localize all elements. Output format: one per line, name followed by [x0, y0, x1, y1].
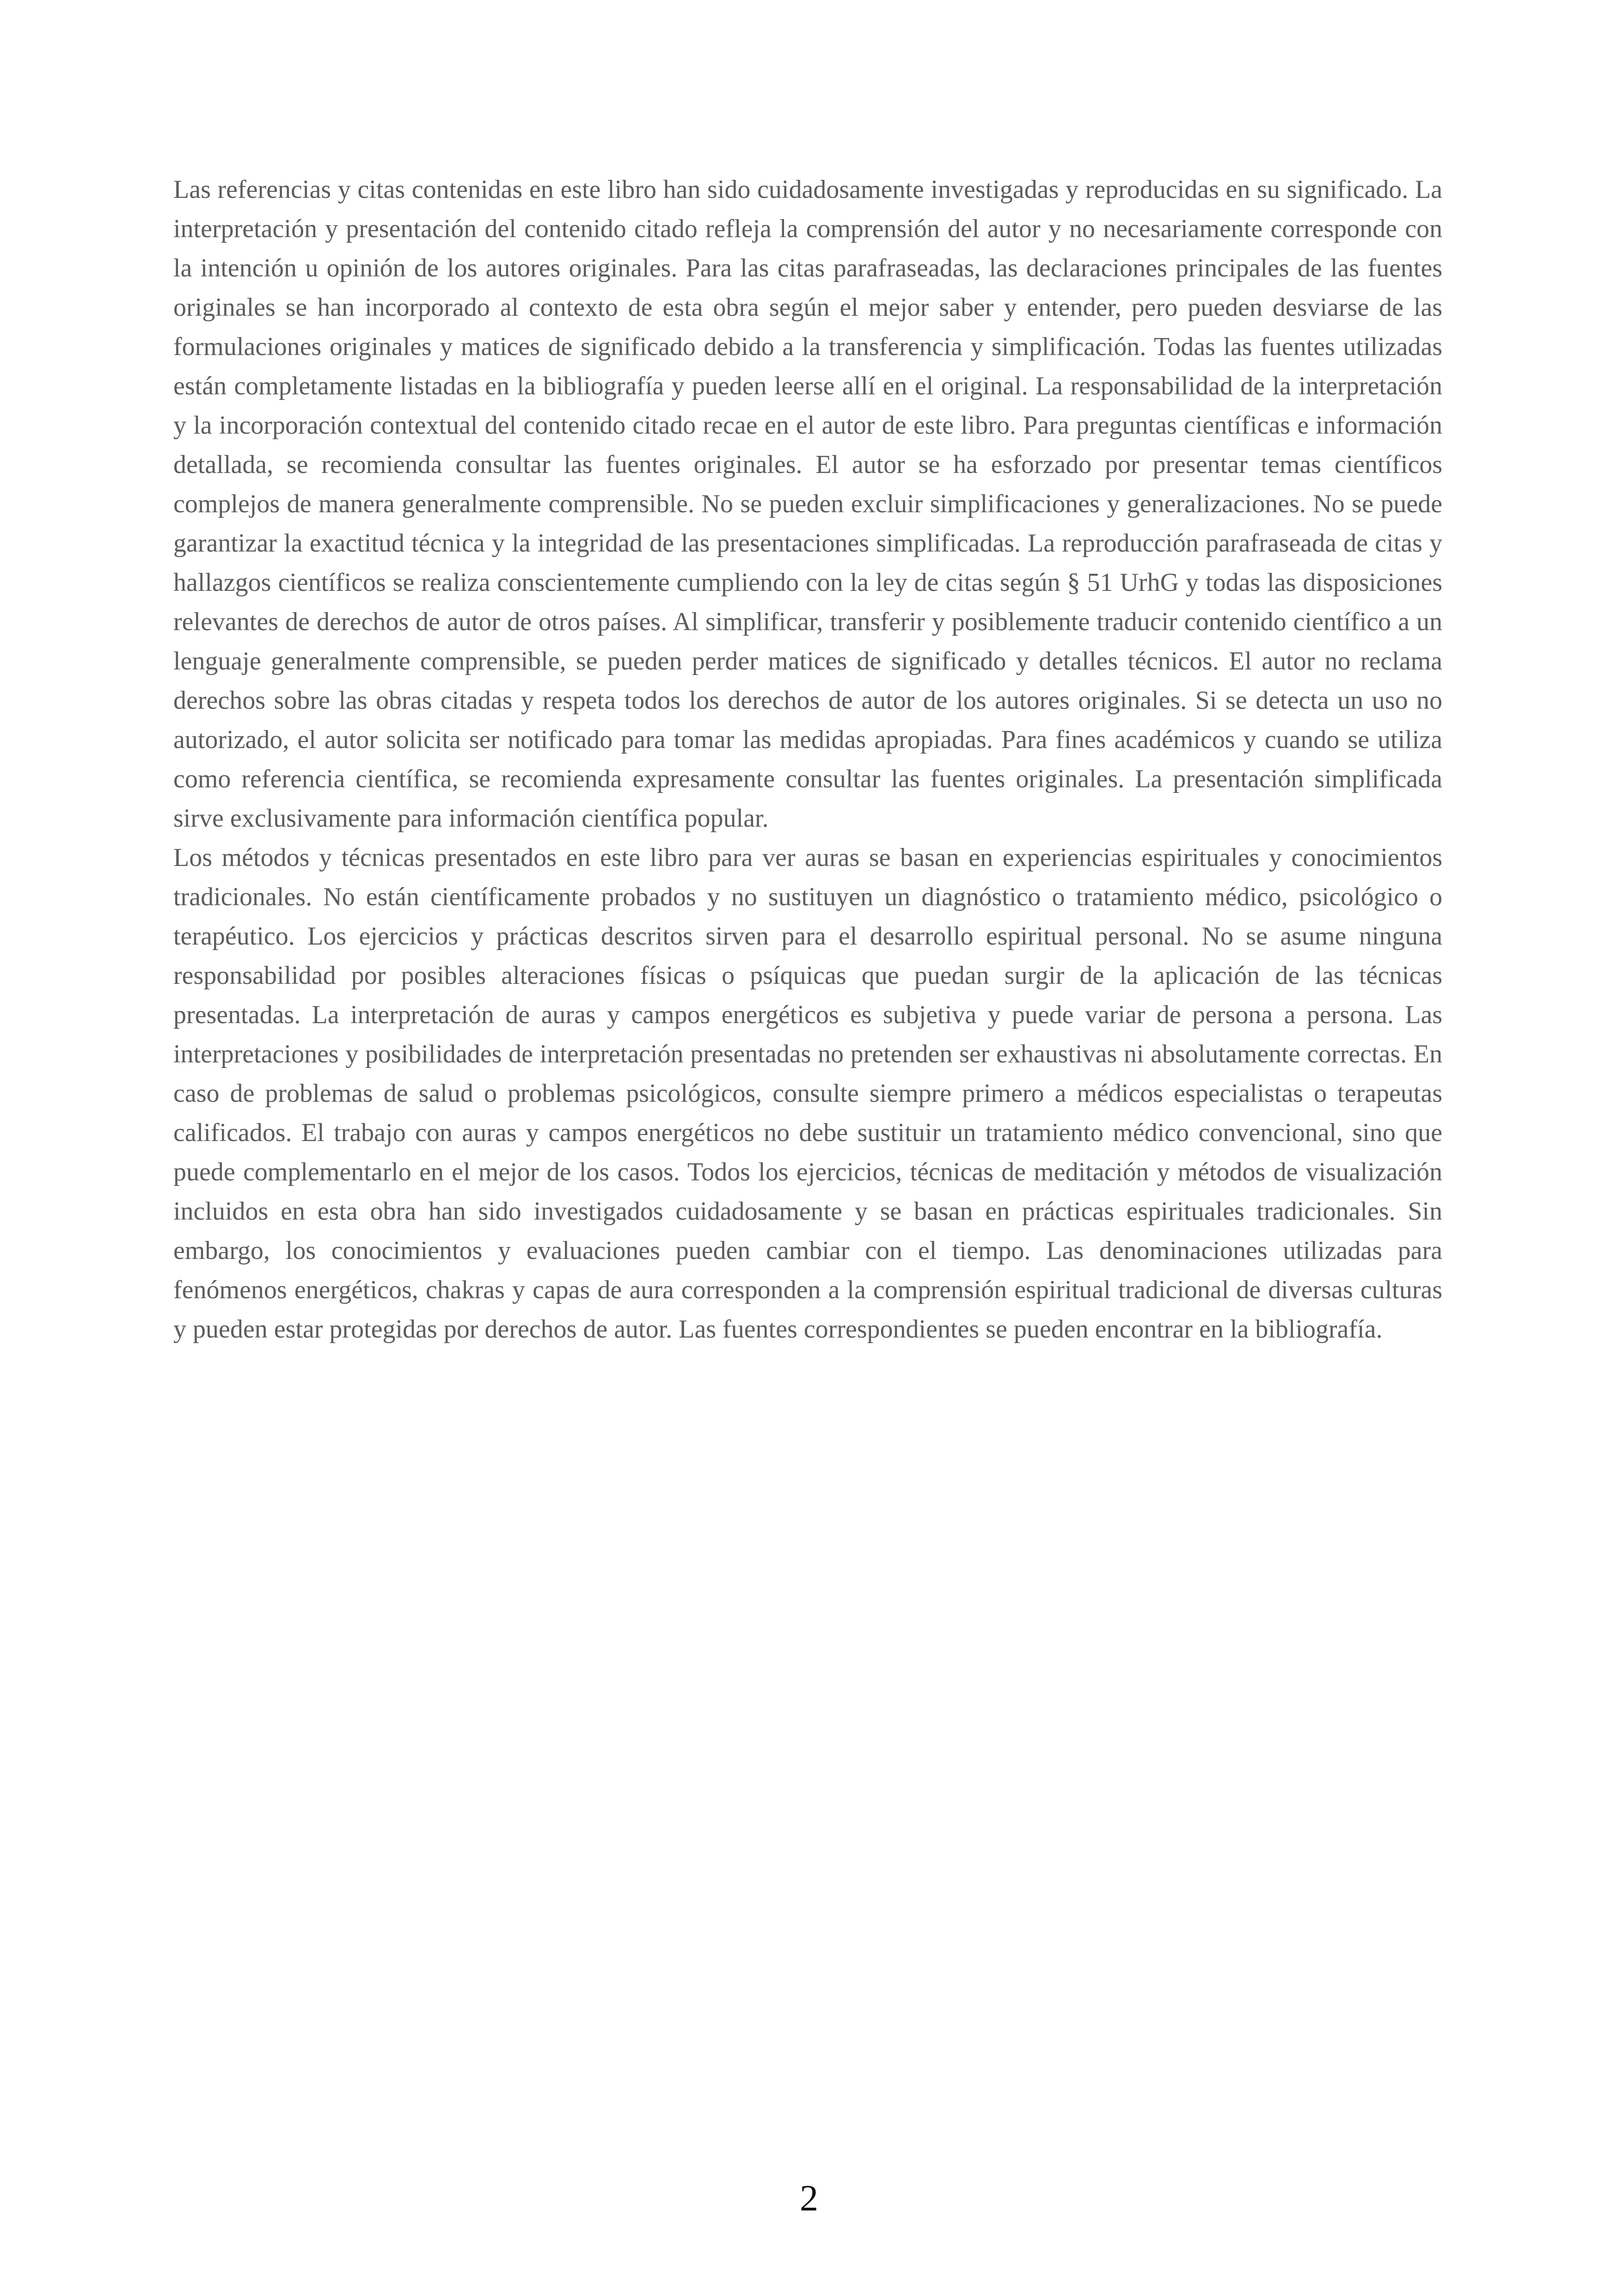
paragraph-citations-disclaimer: Las referencias y citas contenidas en este libro han sido cuidadosamente investigadas y reproducidas en su significado. La interpretación y presentación del contenido citado refleja la comprensión del autor y no necesariamente corresponde con la intención u opinión de los autores originales. Para las citas parafraseadas, las declaraciones principales de las fuentes originales se han incorporado al contexto de esta obra según el mejor saber y entender, pero pueden desviarse de las formulaciones originales y matices de significado debido a la transferencia y simplificación. Todas las fuentes utilizadas están completamente listadas en la bibliografía y pueden leerse allí en el original. La responsabilidad de la interpretación y la incorporación contextual del contenido citado recae en el autor de este libro. Para preguntas científicas e información detallada, se recomienda consultar las fuentes originales. El autor se ha esforzado por presentar temas científicos complejos de manera generalmente comprensible. No se pueden excluir simplificaciones y generalizaciones. No se puede garantizar la exactitud técnica y la integridad de las presentaciones simplificadas. La reproducción parafraseada de citas y hallazgos científicos se realiza conscientemente cumpliendo con la ley de citas según § 51 UrhG y todas las disposiciones relevantes de derechos de autor de otros países. Al simplificar, transferir y posiblemente traducir contenido científico a un lenguaje generalmente comprensible, se pueden perder matices de significado y detalles técnicos. El autor no reclama derechos sobre las obras citadas y respeta todos los derechos de autor de los autores originales. Si se detecta un uso no autorizado, el autor solicita ser notificado para tomar las medidas apropiadas. Para fines académicos y cuando se utiliza como referencia científica, se recomienda expresamente consultar las fuentes originales. La presentación simplificada sirve exclusivamente para información científica popular.	[173, 175, 1442, 833]
page-number: 2	[800, 2178, 818, 2219]
paragraph-aura-methods-disclaimer: Los métodos y técnicas presentados en este libro para ver auras se basan en experiencias espirituales y conocimientos tradicionales. No están científicamente probados y no sustituyen un diagnóstico o tratamiento médico, psicológico o terapéutico. Los ejercicios y prácticas descritos sirven para el desarrollo espiritual personal. No se asume ninguna responsabilidad por posibles alteraciones físicas o psíquicas que puedan surgir de la aplicación de las técnicas presentadas. La interpretación de auras y campos energéticos es subjetiva y puede variar de persona a persona. Las interpretaciones y posibilidades de interpretación presentadas no pretenden ser exhaustivas ni absolutamente correctas. En caso de problemas de salud o problemas psicológicos, consulte siempre primero a médicos especialistas o terapeutas calificados. El trabajo con auras y campos energéticos no debe sustituir un tratamiento médico convencional, sino que puede complementarlo en el mejor de los casos. Todos los ejercicios, técnicas de meditación y métodos de visualización incluidos en esta obra han sido investigados cuidadosamente y se basan en prácticas espirituales tradicionales. Sin embargo, los conocimientos y evaluaciones pueden cambiar con el tiempo. Las denominaciones utilizadas para fenómenos energéticos, chakras y capas de aura corresponden a la comprensión espiritual tradicional de diversas culturas y pueden estar protegidas por derechos de autor. Las fuentes correspondientes se pueden encontrar en la bibliografía.	[173, 843, 1442, 1344]
body-text	[173, 170, 1442, 1349]
